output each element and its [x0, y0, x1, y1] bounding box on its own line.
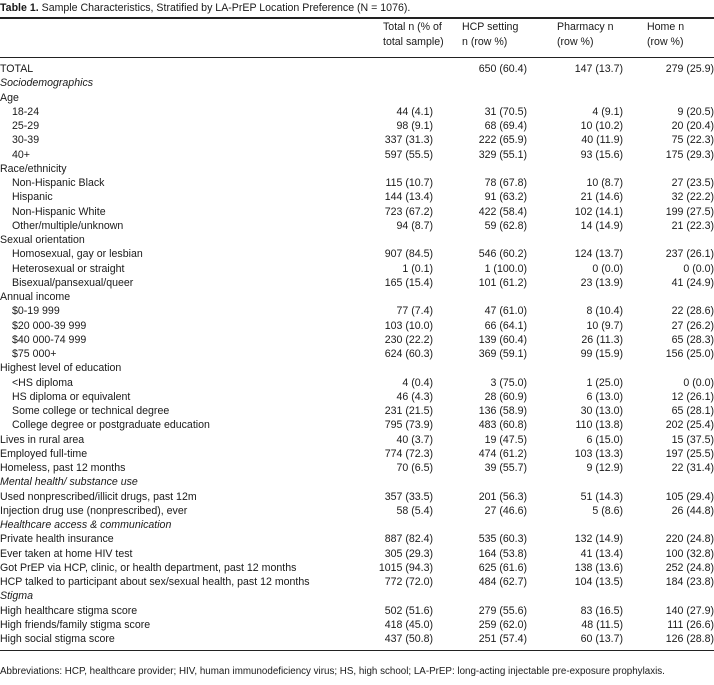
cell-home: 100 (32.8) — [665, 547, 714, 560]
cell-home: 252 (24.8) — [665, 561, 714, 574]
cell-hcp: 47 (61.0) — [484, 305, 527, 318]
table-row — [0, 304, 714, 318]
row-label: Hispanic — [12, 191, 53, 204]
table-caption — [0, 2, 410, 14]
cell-hcp: 483 (60.8) — [478, 419, 527, 432]
cell-pharmacy: 1 (25.0) — [586, 376, 623, 389]
cell-home: 41 (24.9) — [671, 276, 714, 289]
cell-home: 175 (29.3) — [665, 148, 714, 161]
header-line: Home n — [647, 21, 685, 33]
row-label: Sociodemographics — [0, 77, 94, 90]
cell-total: 357 (33.5) — [384, 490, 433, 503]
cell-hcp: 28 (60.9) — [484, 390, 527, 403]
cell-home: 9 (20.5) — [677, 105, 714, 118]
section-heading-row — [0, 475, 714, 489]
table-row — [0, 247, 714, 261]
cell-hcp: 78 (67.8) — [484, 177, 527, 189]
row-label: Homeless, past 12 months — [0, 462, 126, 474]
cell-pharmacy: 4 (9.1) — [592, 105, 623, 118]
table-row — [0, 190, 714, 204]
cell-hcp: 650 (60.4) — [478, 63, 527, 75]
cell-hcp: 101 (61.2) — [478, 276, 527, 289]
cell-home: 156 (25.0) — [665, 348, 714, 360]
cell-pharmacy: 110 (13.8) — [575, 419, 623, 432]
header-line: Pharmacy n — [557, 21, 614, 33]
table-row — [0, 532, 714, 546]
cell-total: 58 (5.4) — [396, 504, 433, 517]
cell-total: 1015 (94.3) — [378, 561, 433, 574]
table-row — [0, 319, 714, 333]
cell-pharmacy: 138 (13.6) — [574, 561, 623, 574]
header-line: total sample) — [383, 35, 444, 48]
cell-pharmacy: 6 (13.0) — [586, 390, 623, 403]
row-label: $40 000-74 999 — [12, 333, 87, 346]
row-label: Annual income — [0, 291, 71, 303]
cell-hcp: 222 (65.9) — [478, 134, 527, 147]
table-row — [0, 62, 714, 76]
cell-total: 305 (29.3) — [384, 547, 433, 560]
cell-hcp: 3 (75.0) — [490, 376, 527, 389]
table-row — [0, 347, 714, 361]
table-row — [0, 119, 714, 133]
cell-home: 32 (22.2) — [671, 191, 714, 204]
table-row — [0, 219, 714, 233]
row-label: Highest level of education — [0, 362, 122, 375]
cell-pharmacy: 132 (14.9) — [574, 533, 623, 546]
table-row — [0, 205, 714, 219]
row-label: TOTAL — [0, 63, 34, 75]
row-label: 40+ — [12, 148, 30, 161]
table-row — [0, 262, 714, 276]
cell-hcp: 625 (61.6) — [478, 561, 527, 574]
cell-pharmacy: 5 (8.6) — [592, 504, 623, 517]
table-row — [0, 105, 714, 119]
cell-home: 105 (29.4) — [665, 490, 714, 503]
cell-total: 418 (45.0) — [384, 618, 433, 631]
row-label: Healthcare access & communication — [0, 519, 172, 531]
cell-hcp: 66 (64.1) — [484, 319, 527, 332]
cell-hcp: 136 (58.9) — [478, 405, 527, 417]
table-row — [0, 604, 714, 618]
table-row — [0, 547, 714, 561]
cell-home: 0 (0.0) — [683, 376, 714, 389]
row-label: HS diploma or equivalent — [12, 390, 131, 403]
cell-pharmacy: 93 (15.6) — [580, 148, 623, 161]
table-number: Table 1. — [0, 2, 39, 14]
cell-total: 337 (31.3) — [384, 134, 433, 147]
table-row — [0, 618, 714, 632]
row-label: Stigma — [0, 590, 33, 603]
header-line: (row %) — [647, 35, 684, 48]
table-body — [0, 62, 714, 646]
table-row — [0, 504, 714, 518]
cell-pharmacy: 104 (13.5) — [574, 576, 623, 588]
cell-pharmacy: 51 (14.3) — [580, 490, 623, 503]
cell-home: 12 (26.1) — [671, 390, 714, 403]
cell-hcp: 27 (46.6) — [484, 504, 527, 517]
cell-pharmacy: 14 (14.9) — [580, 219, 623, 232]
cell-hcp: 201 (56.3) — [478, 490, 527, 503]
cell-total: 4 (0.4) — [402, 376, 433, 389]
cell-home: 27 (26.2) — [671, 319, 714, 332]
row-label: Other/multiple/unknown — [12, 219, 124, 232]
cell-hcp: 329 (55.1) — [478, 148, 527, 161]
cell-total: 437 (50.8) — [384, 633, 433, 645]
cell-hcp: 535 (60.3) — [478, 533, 527, 546]
row-label: Race/ethnicity — [0, 162, 67, 175]
cell-hcp: 19 (47.5) — [484, 433, 527, 446]
table-row — [0, 632, 714, 646]
row-label: $75 000+ — [12, 348, 57, 360]
cell-home: 21 (22.3) — [671, 219, 714, 232]
cell-home: 220 (24.8) — [665, 533, 714, 546]
cell-home: 27 (23.5) — [671, 177, 714, 189]
cell-total: 144 (13.4) — [384, 191, 433, 204]
cell-pharmacy: 41 (13.4) — [580, 547, 623, 560]
table-row — [0, 233, 714, 247]
cell-home: 111 (26.6) — [667, 618, 714, 631]
cell-pharmacy: 48 (11.5) — [581, 618, 623, 631]
header-line: n (row %) — [462, 35, 508, 48]
header-pharmacy — [557, 20, 614, 49]
row-label: Sexual orientation — [0, 234, 85, 246]
row-label: College degree or postgraduate education — [12, 419, 210, 432]
cell-home: 199 (27.5) — [665, 205, 714, 218]
cell-home: 202 (25.4) — [665, 419, 714, 432]
cell-pharmacy: 6 (15.0) — [586, 433, 623, 446]
cell-home: 65 (28.1) — [671, 405, 714, 417]
cell-pharmacy: 99 (15.9) — [580, 348, 623, 360]
cell-total: 772 (72.0) — [384, 576, 433, 588]
cell-home: 197 (25.5) — [665, 447, 714, 460]
header-line: Total n (% of — [383, 21, 442, 33]
cell-hcp: 546 (60.2) — [478, 248, 527, 261]
cell-total: 795 (73.9) — [384, 419, 433, 432]
cell-total: 70 (6.5) — [396, 462, 433, 474]
row-label: Non-Hispanic White — [12, 205, 106, 218]
cell-hcp: 59 (62.8) — [484, 219, 527, 232]
row-label: <HS diploma — [12, 376, 73, 389]
cell-total: 98 (9.1) — [396, 120, 433, 132]
cell-home: 279 (25.9) — [665, 63, 714, 75]
header-rule — [0, 57, 714, 58]
row-label: 25-29 — [12, 120, 40, 132]
table-header — [0, 20, 714, 54]
cell-total: 887 (82.4) — [384, 533, 433, 546]
row-label: Bisexual/pansexual/queer — [12, 276, 134, 289]
row-label: 30-39 — [12, 134, 40, 147]
row-label: $0-19 999 — [12, 305, 60, 318]
cell-pharmacy: 60 (13.7) — [580, 633, 623, 645]
top-rule — [0, 17, 714, 19]
cell-hcp: 484 (62.7) — [478, 576, 527, 588]
cell-home: 26 (44.8) — [671, 504, 714, 517]
table-row — [0, 376, 714, 390]
table-row — [0, 148, 714, 162]
table-row — [0, 433, 714, 447]
cell-total: 46 (4.3) — [396, 390, 433, 403]
table-row — [0, 276, 714, 290]
section-heading-row — [0, 76, 714, 90]
row-label: $20 000-39 999 — [12, 319, 87, 332]
cell-hcp: 1 (100.0) — [484, 262, 527, 275]
cell-hcp: 369 (59.1) — [478, 348, 527, 360]
row-label: Employed full-time — [0, 447, 88, 460]
table-row — [0, 418, 714, 432]
cell-pharmacy: 26 (11.3) — [581, 333, 623, 346]
cell-total: 94 (8.7) — [396, 219, 433, 232]
row-label: Injection drug use (nonprescribed), ever — [0, 504, 188, 517]
cell-total: 907 (84.5) — [384, 248, 433, 261]
cell-home: 22 (28.6) — [671, 305, 714, 318]
cell-pharmacy: 147 (13.7) — [574, 63, 623, 75]
table-row — [0, 176, 714, 190]
cell-pharmacy: 124 (13.7) — [574, 248, 623, 261]
cell-home: 65 (28.3) — [671, 333, 714, 346]
table-row — [0, 361, 714, 375]
section-heading-row — [0, 518, 714, 532]
table-row — [0, 490, 714, 504]
cell-pharmacy: 0 (0.0) — [592, 262, 623, 275]
table-row — [0, 91, 714, 105]
cell-hcp: 91 (63.2) — [484, 191, 527, 204]
header-line: HCP setting — [462, 21, 519, 33]
header-line: (row %) — [557, 35, 594, 48]
cell-hcp: 251 (57.4) — [478, 633, 527, 645]
cell-hcp: 39 (55.7) — [484, 462, 527, 474]
cell-total: 723 (67.2) — [384, 205, 433, 218]
table-footnote: Abbreviations: HCP, healthcare provider; HIV, human immunodeficiency virus; HS, high school; LA-PrEP: long-acting injectable pre-exposure prophylaxis. — [0, 666, 665, 677]
row-label: High social stigma score — [0, 633, 115, 645]
cell-pharmacy: 10 (9.7) — [586, 319, 623, 332]
cell-total: 103 (10.0) — [384, 319, 433, 332]
table-title: Sample Characteristics, Stratified by LA-PrEP Location Preference (N = 1076). — [41, 2, 411, 14]
row-label: Got PrEP via HCP, clinic, or health department, past 12 months — [0, 561, 297, 574]
table-row — [0, 447, 714, 461]
table-row — [0, 290, 714, 304]
section-heading-row — [0, 589, 714, 603]
header-home — [647, 20, 684, 49]
cell-home: 184 (23.8) — [665, 576, 714, 588]
cell-total: 40 (3.7) — [396, 433, 433, 446]
cell-hcp: 68 (69.4) — [484, 120, 527, 132]
cell-hcp: 164 (53.8) — [478, 547, 527, 560]
row-label: High healthcare stigma score — [0, 604, 138, 617]
row-label: Age — [0, 91, 19, 104]
cell-hcp: 474 (61.2) — [478, 447, 527, 460]
row-label: Some college or technical degree — [12, 405, 170, 417]
cell-total: 502 (51.6) — [384, 604, 433, 617]
bottom-rule — [0, 650, 714, 651]
cell-home: 20 (20.4) — [671, 120, 714, 132]
cell-total: 115 (10.7) — [385, 177, 433, 189]
cell-hcp: 139 (60.4) — [478, 333, 527, 346]
cell-hcp: 31 (70.5) — [484, 105, 527, 118]
table-row — [0, 162, 714, 176]
cell-total: 44 (4.1) — [396, 105, 433, 118]
row-label: Lives in rural area — [0, 433, 85, 446]
row-label: Ever taken at home HIV test — [0, 547, 133, 560]
table-row — [0, 561, 714, 575]
cell-pharmacy: 83 (16.5) — [580, 604, 623, 617]
cell-total: 774 (72.3) — [384, 447, 433, 460]
cell-home: 237 (26.1) — [665, 248, 714, 261]
cell-hcp: 279 (55.6) — [478, 604, 527, 617]
cell-pharmacy: 21 (14.6) — [580, 191, 623, 204]
cell-pharmacy: 23 (13.9) — [580, 276, 623, 289]
cell-home: 126 (28.8) — [665, 633, 714, 645]
cell-home: 75 (22.3) — [671, 134, 714, 147]
cell-home: 15 (37.5) — [671, 433, 714, 446]
cell-total: 230 (22.2) — [384, 333, 433, 346]
cell-home: 0 (0.0) — [683, 262, 714, 275]
row-label: HCP talked to participant about sex/sexual health, past 12 months — [0, 576, 310, 588]
table-row — [0, 575, 714, 589]
header-total — [383, 20, 444, 49]
cell-pharmacy: 30 (13.0) — [580, 405, 623, 417]
cell-total: 597 (55.5) — [384, 148, 433, 161]
cell-total: 165 (15.4) — [384, 276, 433, 289]
row-label: Used nonprescribed/illicit drugs, past 12m — [0, 490, 197, 503]
table-row — [0, 333, 714, 347]
row-label: 18-24 — [12, 105, 40, 118]
header-hcp — [462, 20, 518, 49]
cell-pharmacy: 102 (14.1) — [574, 205, 623, 218]
table-row — [0, 390, 714, 404]
cell-pharmacy: 10 (10.2) — [580, 120, 623, 132]
row-label: Non-Hispanic Black — [12, 177, 105, 189]
cell-hcp: 259 (62.0) — [478, 618, 527, 631]
cell-pharmacy: 40 (11.9) — [581, 134, 623, 147]
cell-home: 22 (31.4) — [671, 462, 714, 474]
cell-total: 231 (21.5) — [384, 405, 433, 417]
cell-hcp: 422 (58.4) — [478, 205, 527, 218]
table-row — [0, 461, 714, 475]
cell-total: 77 (7.4) — [396, 305, 433, 318]
cell-total: 1 (0.1) — [402, 262, 433, 275]
row-label: Heterosexual or straight — [12, 262, 125, 275]
cell-pharmacy: 10 (8.7) — [586, 177, 623, 189]
row-label: Private health insurance — [0, 533, 114, 546]
cell-pharmacy: 9 (12.9) — [586, 462, 623, 474]
cell-pharmacy: 103 (13.3) — [574, 447, 623, 460]
cell-total: 624 (60.3) — [384, 348, 433, 360]
cell-pharmacy: 8 (10.4) — [586, 305, 623, 318]
cell-home: 140 (27.9) — [665, 604, 714, 617]
row-label: Mental health/ substance use — [0, 476, 138, 489]
table-row — [0, 133, 714, 147]
row-label: Homosexual, gay or lesbian — [12, 248, 143, 261]
row-label: High friends/family stigma score — [0, 618, 151, 631]
table-row — [0, 404, 714, 418]
